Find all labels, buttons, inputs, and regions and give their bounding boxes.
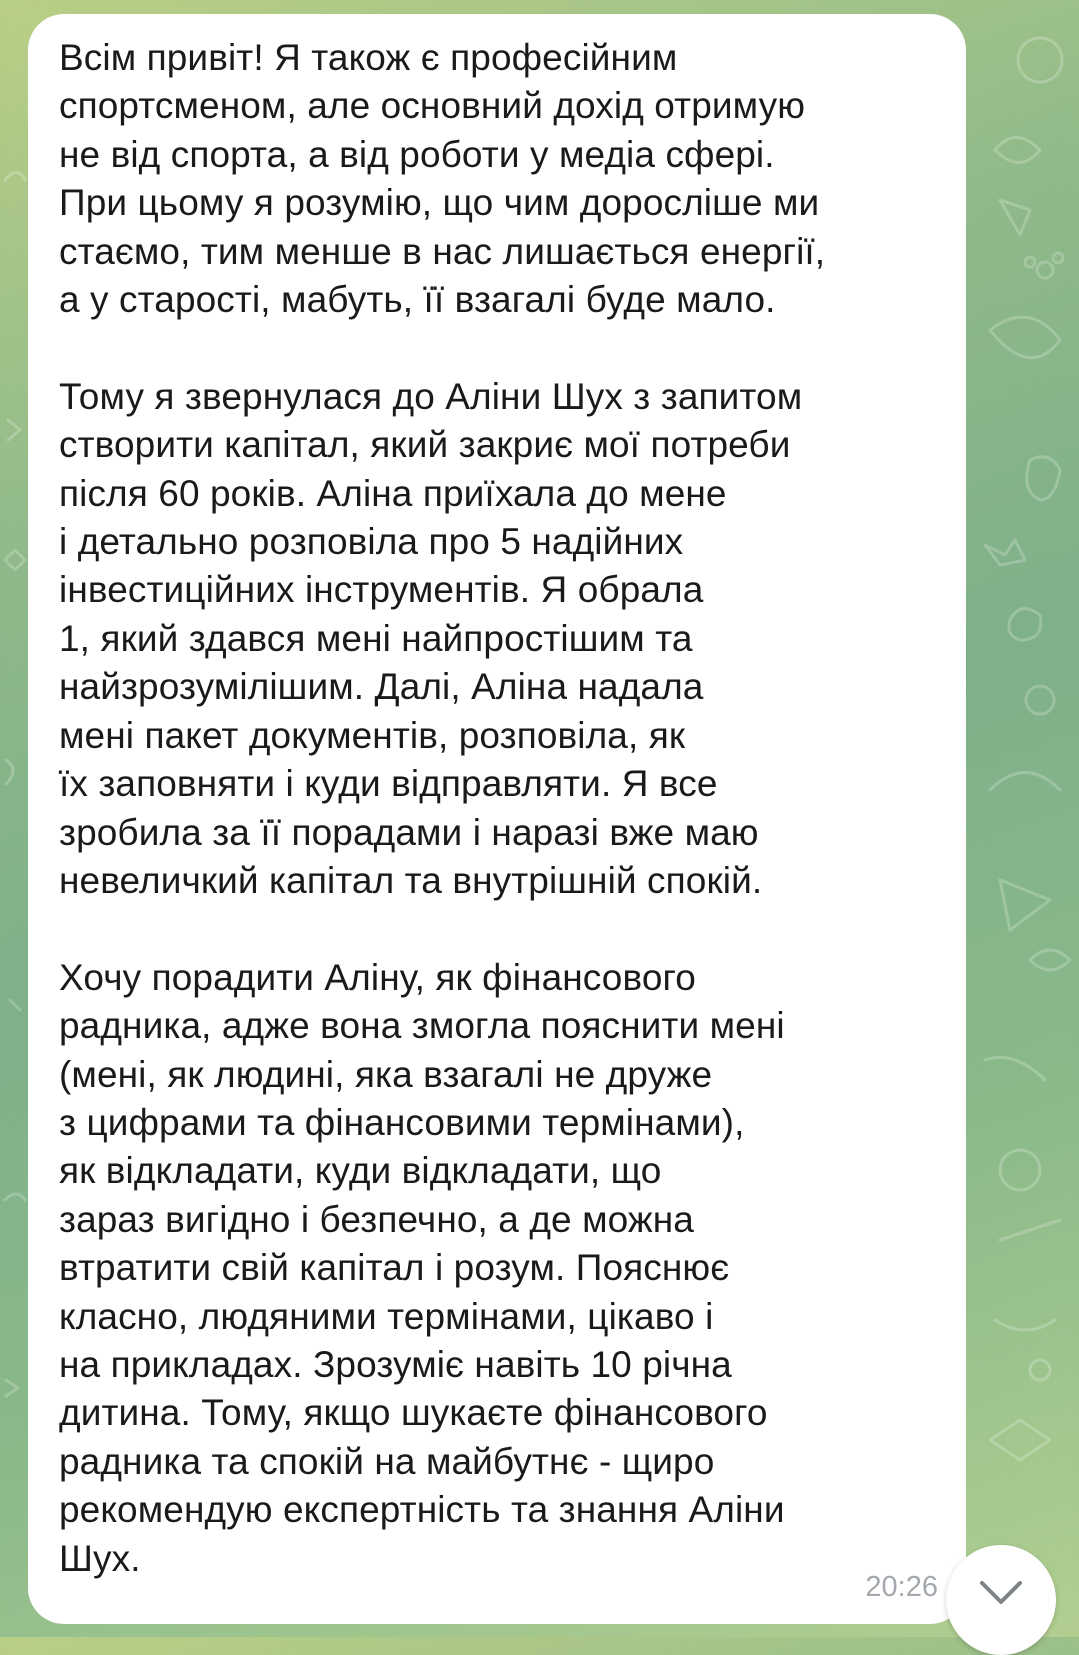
scroll-to-bottom-button[interactable] [946,1545,1056,1655]
message-text: Всім привіт! Я також є професійним спортсменом, але основний дохід отримую не від спорта, а від роботи у медіа сфері. При цьому я розумію, що чим доросліше ми стаємо, тим менше в нас лишається енергії, а у старості, мабуть, її взагалі буде мало. Тому я звернулася до Аліни Шух з запитом створити капітал, який закриє мої потреби після 60 років. Аліна приїхала до мене і детально розповіла про 5 надійних інвестиційних інструментів. Я обрала 1, який здався мені найпростішим та найзрозумілішим. Далі, Аліна надала мені пакет документів, розповіла, як їх заповняти і куди відправляти. Я все зробила за її порадами і наразі вже маю невеличкий капітал та внутрішній спокій. Хочу порадити Аліну, як фінансового радника, адже вона змогла пояснити мені (мені, як людині, яка взагалі не друже з цифрами та фінансовими термінами), як відкладати, куди відкладати, що зараз вигідно і безпечно, а де можна втратити свій капітал і розум. Пояснює класно, людяними термінами, цікаво і на прикладах. Зрозуміє навіть 10 річна дитина. Тому, якщо шукаєте фінансового радника та спокій на майбутнє - щиро рекомендую експертність та знання Аліни Шух. [59,37,826,1579]
message-bubble[interactable] [28,14,966,1624]
chevron-down-icon [979,1580,1023,1606]
message-time: 20:26 [865,1571,938,1603]
